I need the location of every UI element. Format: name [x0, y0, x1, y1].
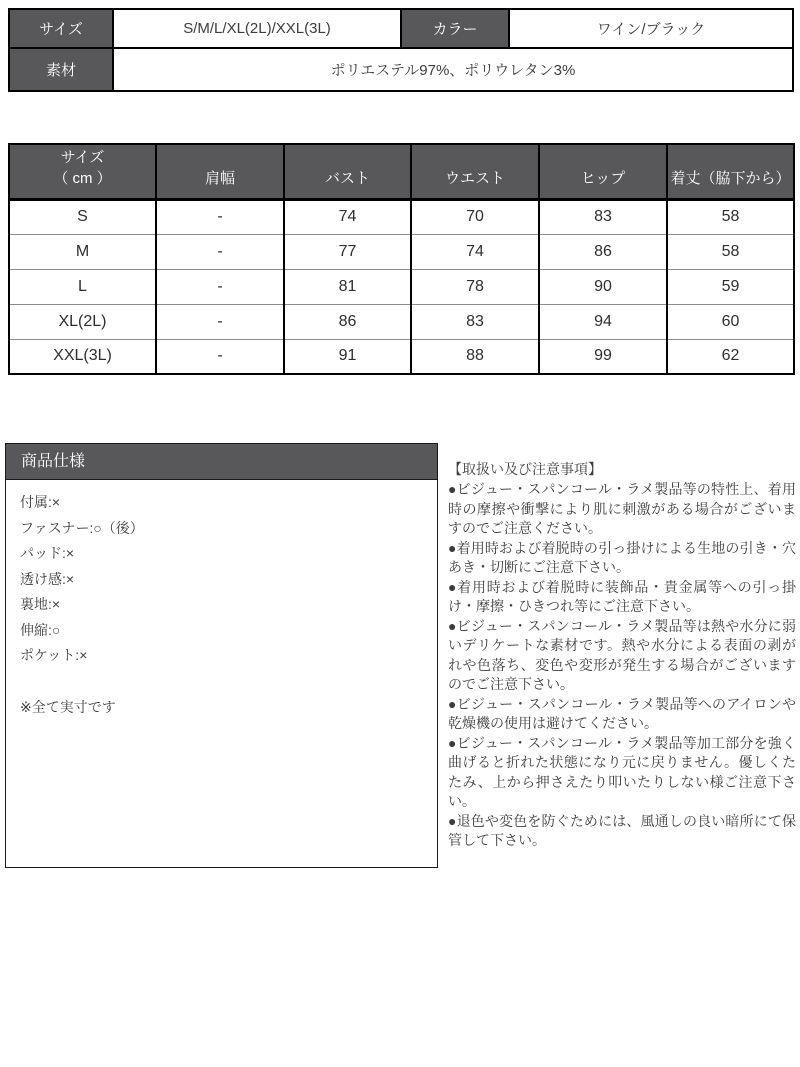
header-size-cm — [9, 144, 156, 199]
header-shoulder: 肩幅 — [156, 144, 284, 199]
bust-cell: 86 — [284, 304, 411, 339]
precautions-title: 【取扱い及び注意事項】 — [448, 461, 602, 477]
length-cell: 60 — [667, 304, 794, 339]
list-item: 付属:× — [20, 494, 61, 510]
list-item: 裏地:× — [20, 596, 61, 612]
length-cell: 62 — [667, 339, 794, 374]
product-specification-body — [6, 480, 437, 730]
header-hip: ヒップ — [539, 144, 667, 199]
precaution-item: ●ビジュー・スパンコール・ラメ製品等は熱や水分に弱いデリケートな素材です。熱や水分による表面の剥がれや色落ち、変色や変形が発生する場合がございますのでご注意下さい。 — [448, 617, 796, 692]
precaution-item: ●着用時および着脱時の引っ掛けによる生地の引き・穴あき・切断にご注意下さい。 — [448, 539, 796, 575]
product-spec-table — [8, 8, 794, 92]
precaution-item: ●ビジュー・スパンコール・ラメ製品等へのアイロンや乾燥機の使用は避けてください。 — [448, 695, 796, 731]
header-size-line1: サイズ — [60, 148, 105, 166]
material-value-cell: ポリエステル97%、ポリウレタン3% — [113, 48, 793, 91]
table-row — [9, 199, 794, 234]
table-row — [9, 304, 794, 339]
length-cell: 59 — [667, 269, 794, 304]
precaution-item: ●ビジュー・スパンコール・ラメ製品等の特性上、着用時の摩擦や衝撃により肌に刺激がある場合がございますのでご注意ください。 — [448, 481, 796, 536]
waist-cell: 70 — [411, 199, 539, 234]
list-item: ポケット:× — [20, 647, 88, 663]
bust-cell: 77 — [284, 234, 411, 269]
hip-cell: 99 — [539, 339, 667, 374]
color-value-cell: ワイン/ブラック — [509, 9, 793, 48]
table-row — [9, 339, 794, 374]
hip-cell: 90 — [539, 269, 667, 304]
size-name-cell: S — [9, 199, 156, 234]
color-label-cell: カラー — [401, 9, 509, 48]
hip-cell: 86 — [539, 234, 667, 269]
handling-precautions — [448, 458, 796, 851]
bust-cell: 81 — [284, 269, 411, 304]
length-cell: 58 — [667, 234, 794, 269]
shoulder-cell: - — [156, 199, 284, 234]
product-specification-title: 商品仕様 — [6, 444, 437, 480]
header-size-line2: （ cm ） — [53, 169, 112, 187]
bust-cell: 74 — [284, 199, 411, 234]
header-bust: バスト — [284, 144, 411, 199]
list-item: 透け感:× — [20, 570, 75, 587]
size-label-cell: サイズ — [9, 9, 113, 48]
waist-cell: 74 — [411, 234, 539, 269]
length-cell: 58 — [667, 199, 794, 234]
table-row — [9, 234, 794, 269]
hip-cell: 83 — [539, 199, 667, 234]
waist-cell: 83 — [411, 304, 539, 339]
precaution-item: ●ビジュー・スパンコール・ラメ製品等加工部分を強く曲げると折れた状態になり元に戻りません。優しくたたみ、上から押さえたり叩いたりしない様ご注意下さい。 — [448, 734, 796, 809]
shoulder-cell: - — [156, 339, 284, 374]
list-item: 伸縮:○ — [20, 621, 61, 638]
size-chart-table — [8, 143, 795, 375]
product-spec-list — [20, 490, 423, 669]
shoulder-cell: - — [156, 304, 284, 339]
waist-cell: 88 — [411, 339, 539, 374]
size-name-cell: L — [9, 269, 156, 304]
table-row — [9, 48, 793, 91]
size-name-cell: XXL(3L) — [9, 339, 156, 374]
waist-cell: 78 — [411, 269, 539, 304]
shoulder-cell: - — [156, 269, 284, 304]
size-chart-header-row — [9, 144, 794, 199]
header-waist: ウエスト — [411, 144, 539, 199]
shoulder-cell: - — [156, 234, 284, 269]
bust-cell: 91 — [284, 339, 411, 374]
table-row — [9, 269, 794, 304]
list-item: パッド:× — [20, 545, 75, 561]
table-row — [9, 9, 793, 48]
actual-measurement-note: ※全て実寸です — [20, 698, 116, 715]
hip-cell: 94 — [539, 304, 667, 339]
material-label-cell: 素材 — [9, 48, 113, 91]
precaution-item: ●退色や変色を防ぐためには、風通しの良い暗所にて保管して下さい。 — [448, 812, 796, 848]
list-item: ファスナー:○（後） — [20, 519, 144, 536]
product-specification-box — [5, 443, 438, 868]
size-name-cell: XL(2L) — [9, 304, 156, 339]
size-value-cell: S/M/L/XL(2L)/XXL(3L) — [113, 9, 401, 48]
size-name-cell: M — [9, 234, 156, 269]
precaution-item: ●着用時および着脱時に装飾品・貴金属等への引っ掛け・摩擦・ひきつれ等にご注意下さい。 — [448, 578, 796, 614]
header-length: 着丈（脇下から） — [667, 144, 794, 199]
